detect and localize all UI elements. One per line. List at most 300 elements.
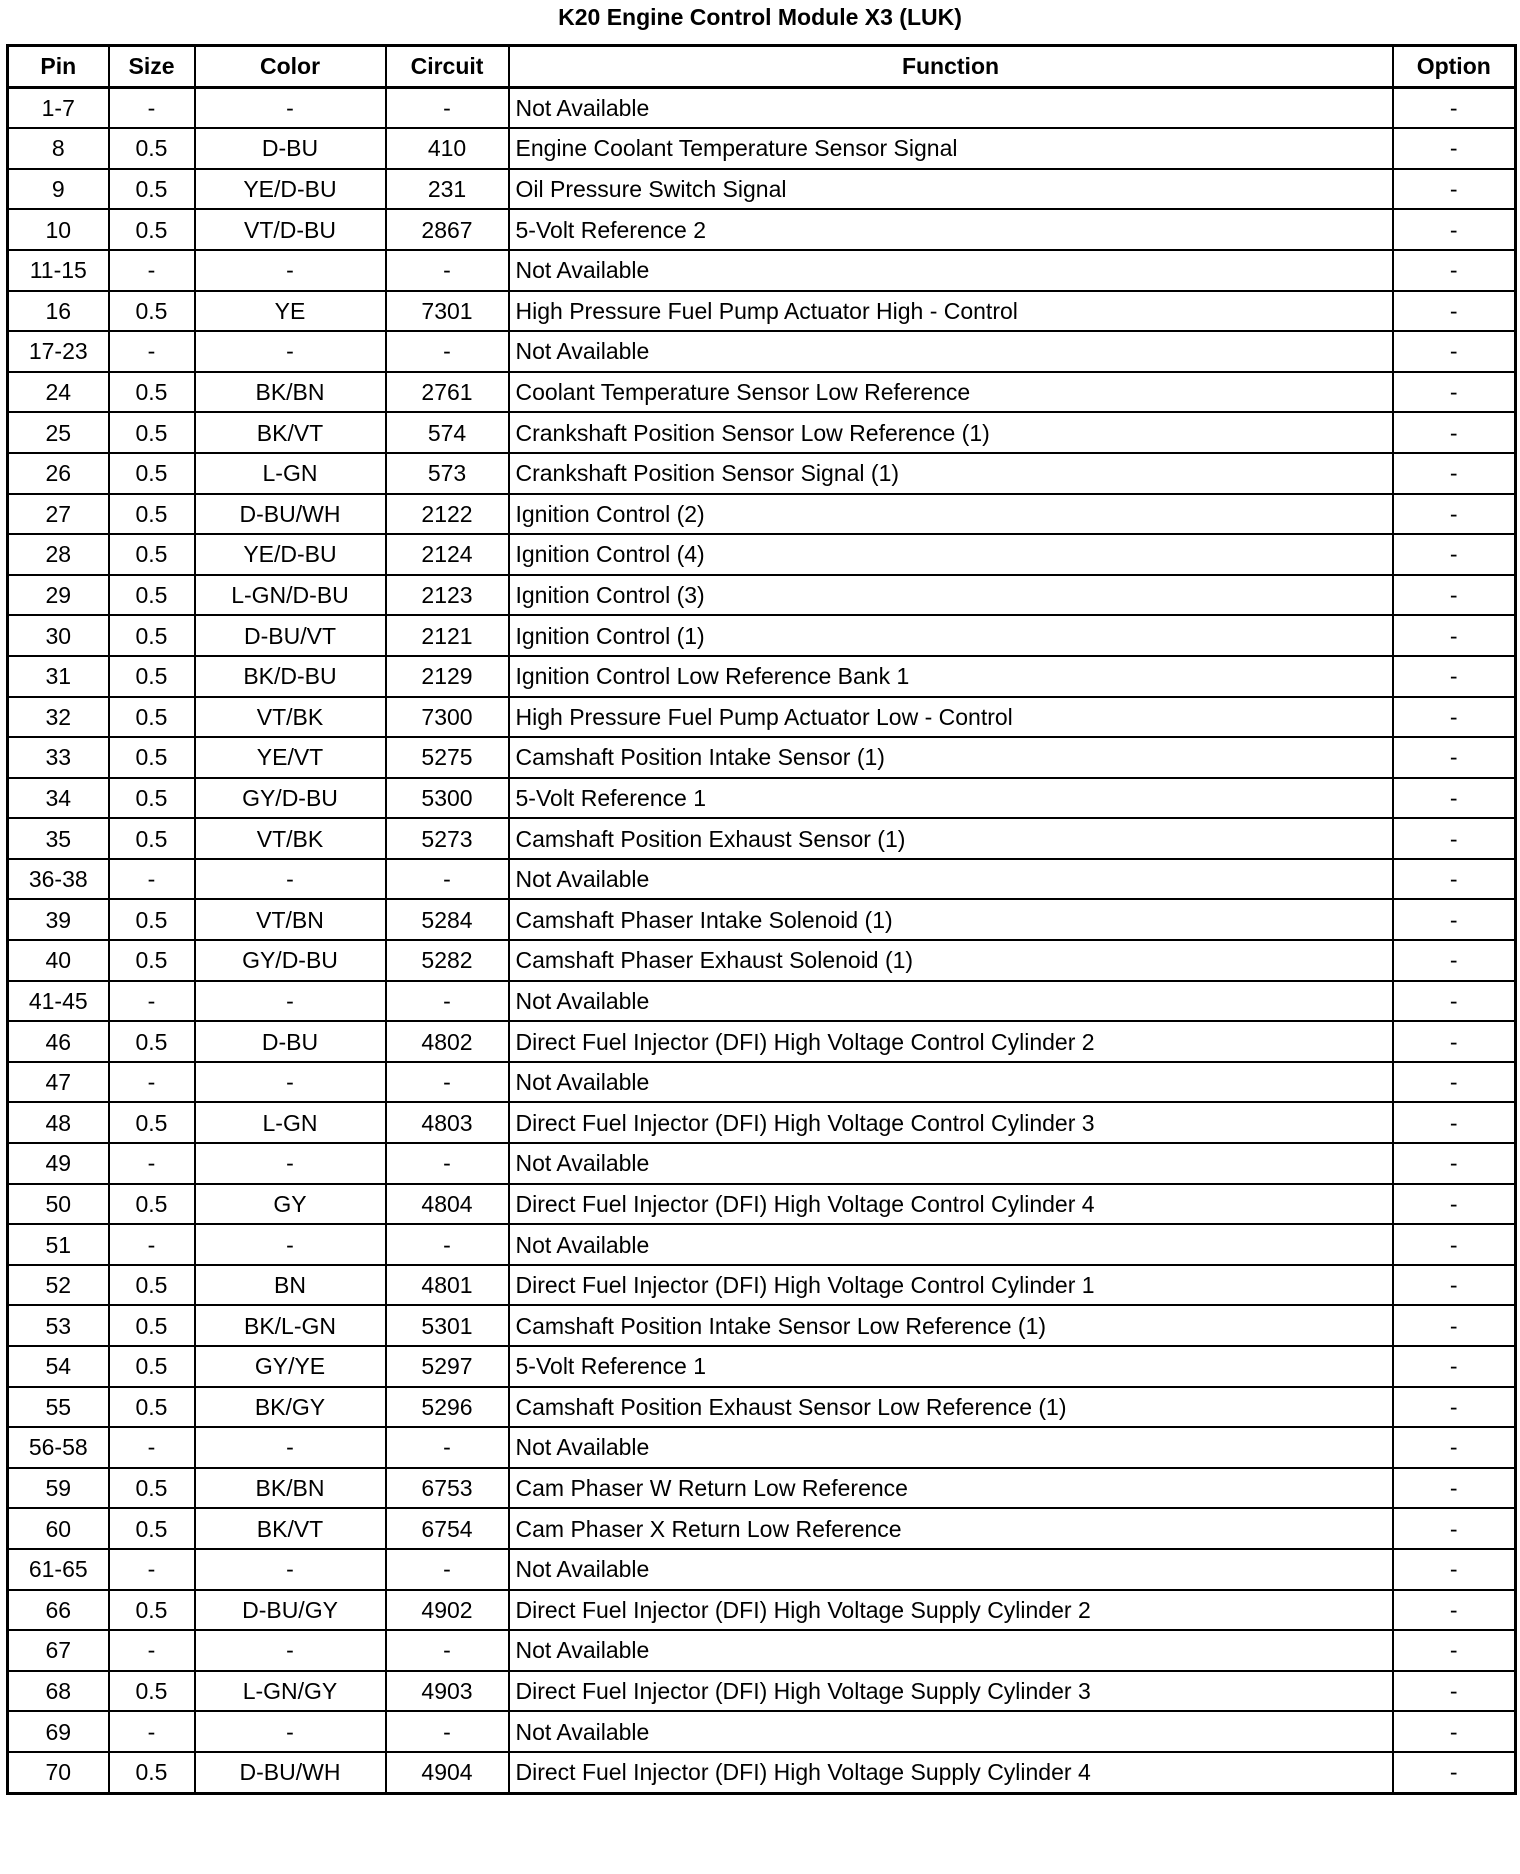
cell-color: -	[195, 1427, 386, 1468]
table-row	[8, 1143, 1516, 1184]
cell-circuit: 5273	[386, 818, 509, 859]
cell-function: Camshaft Position Exhaust Sensor (1)	[509, 818, 1393, 859]
cell-color: -	[195, 250, 386, 291]
cell-function: Coolant Temperature Sensor Low Reference	[509, 372, 1393, 413]
cell-option: -	[1393, 615, 1516, 656]
cell-size: -	[109, 1427, 195, 1468]
table-row	[8, 1549, 1516, 1590]
cell-color: -	[195, 1711, 386, 1752]
cell-option: -	[1393, 981, 1516, 1022]
cell-size: 0.5	[109, 1305, 195, 1346]
cell-pin: 31	[8, 656, 109, 697]
cell-size: 0.5	[109, 1184, 195, 1225]
cell-pin: 55	[8, 1387, 109, 1428]
cell-color: GY/D-BU	[195, 940, 386, 981]
cell-function: Camshaft Phaser Exhaust Solenoid (1)	[509, 940, 1393, 981]
cell-circuit: 6753	[386, 1468, 509, 1509]
cell-size: -	[109, 981, 195, 1022]
cell-color: VT/BK	[195, 697, 386, 738]
cell-circuit: 4903	[386, 1671, 509, 1712]
cell-circuit: -	[386, 1630, 509, 1671]
cell-function: Direct Fuel Injector (DFI) High Voltage Control Cylinder 2	[509, 1021, 1393, 1062]
cell-circuit: 2122	[386, 494, 509, 535]
cell-size: 0.5	[109, 1021, 195, 1062]
cell-size: 0.5	[109, 1387, 195, 1428]
header-option: Option	[1393, 46, 1516, 88]
cell-color: D-BU/VT	[195, 615, 386, 656]
table-row	[8, 87, 1516, 128]
cell-size: 0.5	[109, 453, 195, 494]
cell-option: -	[1393, 859, 1516, 900]
table-row	[8, 1711, 1516, 1752]
cell-pin: 26	[8, 453, 109, 494]
table-row	[8, 1630, 1516, 1671]
cell-circuit: -	[386, 1224, 509, 1265]
cell-pin: 32	[8, 697, 109, 738]
cell-option: -	[1393, 494, 1516, 535]
header-size: Size	[109, 46, 195, 88]
cell-function: Direct Fuel Injector (DFI) High Voltage Control Cylinder 3	[509, 1102, 1393, 1143]
cell-size: 0.5	[109, 575, 195, 616]
cell-function: Ignition Control (2)	[509, 494, 1393, 535]
cell-size: 0.5	[109, 1265, 195, 1306]
cell-option: -	[1393, 1427, 1516, 1468]
cell-circuit: 2129	[386, 656, 509, 697]
cell-pin: 48	[8, 1102, 109, 1143]
header-color: Color	[195, 46, 386, 88]
cell-size: -	[109, 1143, 195, 1184]
cell-circuit: 410	[386, 128, 509, 169]
cell-circuit: 4803	[386, 1102, 509, 1143]
cell-function: Not Available	[509, 331, 1393, 372]
cell-option: -	[1393, 697, 1516, 738]
cell-circuit: 4801	[386, 1265, 509, 1306]
cell-pin: 60	[8, 1508, 109, 1549]
cell-option: -	[1393, 1549, 1516, 1590]
cell-pin: 59	[8, 1468, 109, 1509]
table-row	[8, 1224, 1516, 1265]
cell-pin: 70	[8, 1752, 109, 1793]
cell-pin: 27	[8, 494, 109, 535]
table-row	[8, 656, 1516, 697]
table-row	[8, 412, 1516, 453]
table-row	[8, 1102, 1516, 1143]
table-body	[8, 87, 1516, 1793]
table-row	[8, 1671, 1516, 1712]
cell-function: High Pressure Fuel Pump Actuator High - Control	[509, 291, 1393, 332]
cell-size: 0.5	[109, 1590, 195, 1631]
cell-circuit: 6754	[386, 1508, 509, 1549]
cell-pin: 25	[8, 412, 109, 453]
cell-color: VT/D-BU	[195, 209, 386, 250]
cell-color: -	[195, 1224, 386, 1265]
cell-function: Not Available	[509, 1224, 1393, 1265]
cell-function: Not Available	[509, 87, 1393, 128]
cell-pin: 56-58	[8, 1427, 109, 1468]
cell-color: -	[195, 1062, 386, 1103]
cell-size: 0.5	[109, 1671, 195, 1712]
table-row	[8, 494, 1516, 535]
cell-circuit: -	[386, 1062, 509, 1103]
cell-size: 0.5	[109, 494, 195, 535]
cell-pin: 46	[8, 1021, 109, 1062]
cell-circuit: 2124	[386, 534, 509, 575]
cell-function: Direct Fuel Injector (DFI) High Voltage Supply Cylinder 2	[509, 1590, 1393, 1631]
cell-circuit: 573	[386, 453, 509, 494]
cell-circuit: 574	[386, 412, 509, 453]
cell-function: Direct Fuel Injector (DFI) High Voltage Supply Cylinder 4	[509, 1752, 1393, 1793]
cell-option: -	[1393, 818, 1516, 859]
cell-option: -	[1393, 1671, 1516, 1712]
cell-color: -	[195, 87, 386, 128]
cell-pin: 51	[8, 1224, 109, 1265]
cell-color: L-GN	[195, 453, 386, 494]
cell-pin: 49	[8, 1143, 109, 1184]
cell-option: -	[1393, 1346, 1516, 1387]
cell-size: 0.5	[109, 169, 195, 210]
cell-size: 0.5	[109, 697, 195, 738]
cell-size: -	[109, 331, 195, 372]
cell-size: -	[109, 1549, 195, 1590]
cell-size: 0.5	[109, 291, 195, 332]
cell-color: BK/BN	[195, 372, 386, 413]
cell-pin: 1-7	[8, 87, 109, 128]
cell-function: 5-Volt Reference 1	[509, 778, 1393, 819]
cell-color: D-BU/WH	[195, 494, 386, 535]
cell-function: Cam Phaser W Return Low Reference	[509, 1468, 1393, 1509]
cell-function: Not Available	[509, 1711, 1393, 1752]
cell-pin: 17-23	[8, 331, 109, 372]
cell-size: 0.5	[109, 1508, 195, 1549]
cell-color: YE/D-BU	[195, 534, 386, 575]
cell-color: -	[195, 331, 386, 372]
cell-pin: 10	[8, 209, 109, 250]
cell-size: 0.5	[109, 615, 195, 656]
table-row	[8, 940, 1516, 981]
cell-option: -	[1393, 412, 1516, 453]
cell-option: -	[1393, 1184, 1516, 1225]
table-row	[8, 372, 1516, 413]
cell-color: BK/BN	[195, 1468, 386, 1509]
cell-function: Camshaft Phaser Intake Solenoid (1)	[509, 899, 1393, 940]
cell-pin: 47	[8, 1062, 109, 1103]
cell-function: Oil Pressure Switch Signal	[509, 169, 1393, 210]
cell-option: -	[1393, 331, 1516, 372]
cell-option: -	[1393, 899, 1516, 940]
cell-pin: 16	[8, 291, 109, 332]
table-row	[8, 291, 1516, 332]
cell-option: -	[1393, 1590, 1516, 1631]
table-header-row	[8, 46, 1516, 88]
table-row	[8, 1265, 1516, 1306]
cell-pin: 29	[8, 575, 109, 616]
cell-size: 0.5	[109, 940, 195, 981]
cell-pin: 67	[8, 1630, 109, 1671]
cell-color: BK/VT	[195, 412, 386, 453]
cell-circuit: -	[386, 1143, 509, 1184]
cell-function: Ignition Control (1)	[509, 615, 1393, 656]
cell-function: Ignition Control (3)	[509, 575, 1393, 616]
cell-color: BK/L-GN	[195, 1305, 386, 1346]
cell-function: Direct Fuel Injector (DFI) High Voltage Supply Cylinder 3	[509, 1671, 1393, 1712]
cell-function: Not Available	[509, 1427, 1393, 1468]
cell-function: Direct Fuel Injector (DFI) High Voltage Control Cylinder 4	[509, 1184, 1393, 1225]
cell-option: -	[1393, 87, 1516, 128]
cell-function: Not Available	[509, 1143, 1393, 1184]
cell-option: -	[1393, 940, 1516, 981]
cell-color: BN	[195, 1265, 386, 1306]
cell-size: 0.5	[109, 1752, 195, 1793]
cell-option: -	[1393, 250, 1516, 291]
cell-circuit: 7301	[386, 291, 509, 332]
cell-circuit: -	[386, 859, 509, 900]
cell-option: -	[1393, 1752, 1516, 1793]
cell-color: D-BU/GY	[195, 1590, 386, 1631]
cell-function: Not Available	[509, 981, 1393, 1022]
cell-color: L-GN	[195, 1102, 386, 1143]
cell-color: L-GN/GY	[195, 1671, 386, 1712]
cell-pin: 53	[8, 1305, 109, 1346]
cell-size: 0.5	[109, 1468, 195, 1509]
cell-pin: 66	[8, 1590, 109, 1631]
cell-circuit: 2121	[386, 615, 509, 656]
cell-function: Cam Phaser X Return Low Reference	[509, 1508, 1393, 1549]
cell-pin: 33	[8, 737, 109, 778]
cell-circuit: -	[386, 981, 509, 1022]
cell-circuit: 2867	[386, 209, 509, 250]
cell-function: Not Available	[509, 250, 1393, 291]
cell-color: L-GN/D-BU	[195, 575, 386, 616]
cell-size: 0.5	[109, 209, 195, 250]
table-row	[8, 209, 1516, 250]
table-row	[8, 859, 1516, 900]
cell-option: -	[1393, 128, 1516, 169]
cell-function: Not Available	[509, 1630, 1393, 1671]
cell-size: -	[109, 1711, 195, 1752]
cell-size: 0.5	[109, 372, 195, 413]
cell-circuit: 4804	[386, 1184, 509, 1225]
cell-pin: 30	[8, 615, 109, 656]
cell-option: -	[1393, 1102, 1516, 1143]
cell-option: -	[1393, 372, 1516, 413]
cell-option: -	[1393, 1711, 1516, 1752]
cell-option: -	[1393, 1630, 1516, 1671]
cell-option: -	[1393, 1468, 1516, 1509]
table-row	[8, 1427, 1516, 1468]
cell-color: -	[195, 859, 386, 900]
cell-pin: 39	[8, 899, 109, 940]
cell-color: BK/D-BU	[195, 656, 386, 697]
cell-function: Not Available	[509, 1062, 1393, 1103]
table-row	[8, 615, 1516, 656]
table-row	[8, 169, 1516, 210]
cell-size: 0.5	[109, 1346, 195, 1387]
cell-pin: 40	[8, 940, 109, 981]
cell-circuit: -	[386, 1711, 509, 1752]
cell-pin: 9	[8, 169, 109, 210]
cell-function: High Pressure Fuel Pump Actuator Low - Control	[509, 697, 1393, 738]
cell-color: D-BU/WH	[195, 1752, 386, 1793]
cell-function: Engine Coolant Temperature Sensor Signal	[509, 128, 1393, 169]
cell-size: -	[109, 1062, 195, 1103]
cell-circuit: 2761	[386, 372, 509, 413]
cell-size: 0.5	[109, 737, 195, 778]
header-function: Function	[509, 46, 1393, 88]
cell-option: -	[1393, 1265, 1516, 1306]
cell-circuit: 5297	[386, 1346, 509, 1387]
document-title: K20 Engine Control Module X3 (LUK)	[558, 4, 962, 30]
table-row	[8, 1387, 1516, 1428]
cell-circuit: -	[386, 87, 509, 128]
cell-circuit: 5284	[386, 899, 509, 940]
cell-option: -	[1393, 1305, 1516, 1346]
cell-option: -	[1393, 1224, 1516, 1265]
cell-size: -	[109, 1630, 195, 1671]
cell-color: YE/D-BU	[195, 169, 386, 210]
cell-circuit: 4802	[386, 1021, 509, 1062]
table-row	[8, 1752, 1516, 1793]
cell-pin: 52	[8, 1265, 109, 1306]
table-row	[8, 981, 1516, 1022]
cell-color: VT/BN	[195, 899, 386, 940]
cell-circuit: 4902	[386, 1590, 509, 1631]
cell-color: GY	[195, 1184, 386, 1225]
cell-color: -	[195, 1549, 386, 1590]
table-row	[8, 534, 1516, 575]
cell-function: Not Available	[509, 859, 1393, 900]
table-row	[8, 1062, 1516, 1103]
cell-function: Direct Fuel Injector (DFI) High Voltage Control Cylinder 1	[509, 1265, 1393, 1306]
table-row	[8, 778, 1516, 819]
table-row	[8, 697, 1516, 738]
cell-circuit: 5296	[386, 1387, 509, 1428]
cell-color: -	[195, 981, 386, 1022]
cell-pin: 36-38	[8, 859, 109, 900]
cell-circuit: 2123	[386, 575, 509, 616]
cell-size: 0.5	[109, 656, 195, 697]
cell-function: Ignition Control Low Reference Bank 1	[509, 656, 1393, 697]
cell-option: -	[1393, 1508, 1516, 1549]
cell-pin: 41-45	[8, 981, 109, 1022]
cell-function: Camshaft Position Exhaust Sensor Low Reference (1)	[509, 1387, 1393, 1428]
cell-color: -	[195, 1630, 386, 1671]
pinout-table	[6, 44, 1517, 1795]
cell-color: BK/GY	[195, 1387, 386, 1428]
cell-pin: 35	[8, 818, 109, 859]
header-circuit: Circuit	[386, 46, 509, 88]
cell-option: -	[1393, 534, 1516, 575]
table-row	[8, 899, 1516, 940]
cell-size: 0.5	[109, 412, 195, 453]
cell-function: 5-Volt Reference 1	[509, 1346, 1393, 1387]
table-row	[8, 1021, 1516, 1062]
cell-circuit: 5300	[386, 778, 509, 819]
cell-option: -	[1393, 737, 1516, 778]
cell-option: -	[1393, 575, 1516, 616]
cell-color: YE	[195, 291, 386, 332]
cell-function: Camshaft Position Intake Sensor Low Reference (1)	[509, 1305, 1393, 1346]
cell-color: D-BU	[195, 128, 386, 169]
table-row	[8, 331, 1516, 372]
cell-circuit: -	[386, 1549, 509, 1590]
cell-function: 5-Volt Reference 2	[509, 209, 1393, 250]
cell-option: -	[1393, 209, 1516, 250]
cell-size: -	[109, 1224, 195, 1265]
cell-size: -	[109, 87, 195, 128]
cell-function: Not Available	[509, 1549, 1393, 1590]
table-row	[8, 1590, 1516, 1631]
cell-size: 0.5	[109, 899, 195, 940]
cell-pin: 11-15	[8, 250, 109, 291]
cell-color: GY/D-BU	[195, 778, 386, 819]
table-row	[8, 1305, 1516, 1346]
cell-color: GY/YE	[195, 1346, 386, 1387]
cell-size: 0.5	[109, 1102, 195, 1143]
cell-circuit: 231	[386, 169, 509, 210]
table-row	[8, 575, 1516, 616]
cell-color: YE/VT	[195, 737, 386, 778]
cell-option: -	[1393, 778, 1516, 819]
cell-size: 0.5	[109, 778, 195, 819]
cell-function: Camshaft Position Intake Sensor (1)	[509, 737, 1393, 778]
cell-pin: 8	[8, 128, 109, 169]
header-pin: Pin	[8, 46, 109, 88]
cell-pin: 69	[8, 1711, 109, 1752]
table-row	[8, 1184, 1516, 1225]
cell-pin: 61-65	[8, 1549, 109, 1590]
cell-circuit: 5301	[386, 1305, 509, 1346]
cell-option: -	[1393, 169, 1516, 210]
table-row	[8, 128, 1516, 169]
table-row	[8, 1468, 1516, 1509]
cell-option: -	[1393, 1143, 1516, 1184]
cell-circuit: 7300	[386, 697, 509, 738]
cell-circuit: 4904	[386, 1752, 509, 1793]
cell-function: Ignition Control (4)	[509, 534, 1393, 575]
cell-function: Crankshaft Position Sensor Signal (1)	[509, 453, 1393, 494]
table-row	[8, 250, 1516, 291]
cell-circuit: -	[386, 250, 509, 291]
cell-size: -	[109, 250, 195, 291]
cell-pin: 50	[8, 1184, 109, 1225]
cell-color: D-BU	[195, 1021, 386, 1062]
table-row	[8, 737, 1516, 778]
cell-color: -	[195, 1143, 386, 1184]
cell-pin: 34	[8, 778, 109, 819]
table-row	[8, 818, 1516, 859]
cell-circuit: 5282	[386, 940, 509, 981]
cell-pin: 54	[8, 1346, 109, 1387]
cell-option: -	[1393, 453, 1516, 494]
table-row	[8, 1346, 1516, 1387]
table-row	[8, 1508, 1516, 1549]
cell-size: 0.5	[109, 534, 195, 575]
cell-option: -	[1393, 291, 1516, 332]
cell-circuit: -	[386, 1427, 509, 1468]
cell-pin: 24	[8, 372, 109, 413]
table-row	[8, 453, 1516, 494]
cell-size: 0.5	[109, 128, 195, 169]
cell-option: -	[1393, 1062, 1516, 1103]
cell-size: -	[109, 859, 195, 900]
cell-pin: 68	[8, 1671, 109, 1712]
cell-color: BK/VT	[195, 1508, 386, 1549]
cell-color: VT/BK	[195, 818, 386, 859]
cell-option: -	[1393, 1387, 1516, 1428]
cell-circuit: 5275	[386, 737, 509, 778]
cell-function: Crankshaft Position Sensor Low Reference (1)	[509, 412, 1393, 453]
cell-pin: 28	[8, 534, 109, 575]
